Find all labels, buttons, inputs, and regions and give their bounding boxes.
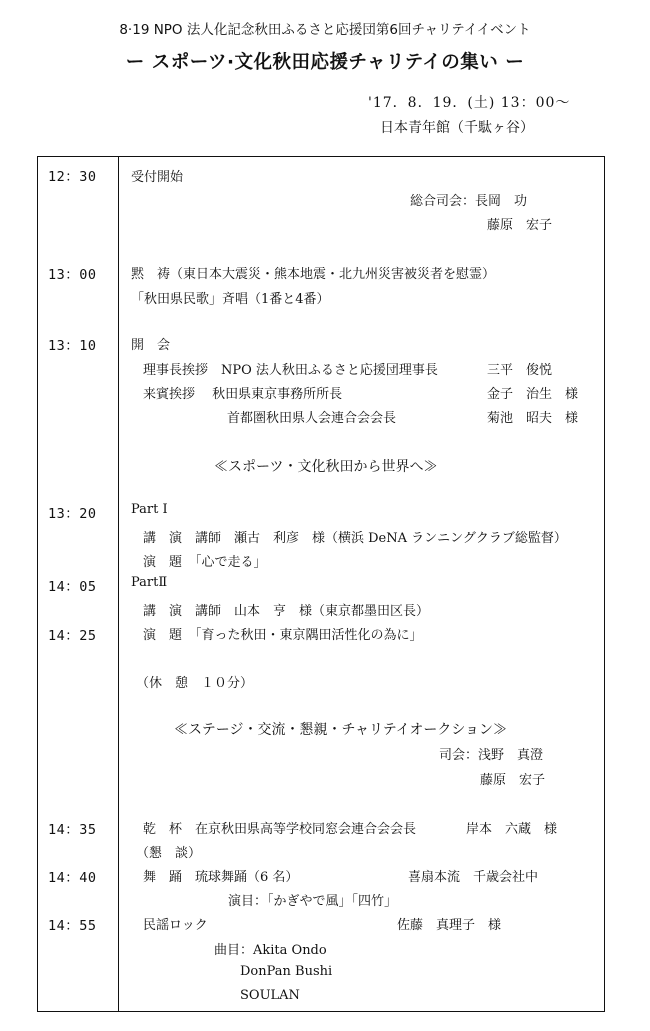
time-1310: 13：10 xyxy=(48,338,97,354)
song-3: SOULAN xyxy=(240,988,300,1003)
page-title: ー スポーツ·文化秋田応援チャリテイの集い ー xyxy=(125,52,525,73)
guest2-role: 首都圏秋田県人会連合会会長 xyxy=(227,411,397,426)
mc-b: 司会：浅野 真澄 xyxy=(439,748,544,763)
time-1435: 14：35 xyxy=(48,822,97,838)
part-one: Part Ⅰ xyxy=(131,502,168,517)
dance: 舞 踊 琉球舞踊（6 名） xyxy=(143,870,299,885)
time-1300: 13：00 xyxy=(48,267,97,283)
event-venue: 日本青年館（千駄ヶ谷） xyxy=(380,120,534,136)
minyo-performer: 佐藤 真理子 様 xyxy=(397,918,502,933)
social-gathering: （懇 談） xyxy=(136,846,202,861)
break: （休 憩 １０分） xyxy=(136,676,254,691)
dance-group: 喜扇本流 千歳会社中 xyxy=(408,870,539,885)
chair-name: 三平 俊悦 xyxy=(487,363,553,378)
toast-name: 岸本 六蔵 様 xyxy=(466,822,558,837)
part-two-topic: 演 題 「育った秋田・東京隅田活性化の為に」 xyxy=(143,628,423,643)
master-of-ceremonies: 総合司会：長岡 功 xyxy=(410,194,528,209)
chair-greeting: 理事長挨拶 NPO 法人秋田ふるさと応援団理事長 xyxy=(143,363,438,378)
minyo-rock: 民謡ロック xyxy=(143,918,208,933)
event-subtitle: 8·19 NPO 法人化記念秋田ふるさと応援団第6回チャリテイイベント xyxy=(119,22,531,38)
table-divider xyxy=(118,156,119,1012)
time-1440: 14：40 xyxy=(48,870,97,886)
guest-name: 金子 治生 様 xyxy=(487,387,579,402)
section-heading: ≪スポーツ・文化秋田から世界へ≫ xyxy=(214,459,438,475)
guest-greeting: 来賓挨拶 秋田県東京事務所所長 xyxy=(143,387,343,402)
event-date: '17．8．19．(土) 13：00～ xyxy=(368,95,571,111)
song-2: DonPan Bushi xyxy=(240,964,333,979)
dance-pieces: 演目：「かぎやで風」「四竹」 xyxy=(228,894,398,909)
part-one-lecture: 講 演 講師 瀬古 利彦 様（横浜 DeNA ランニングクラブ総監督） xyxy=(143,531,567,546)
time-1455: 14：55 xyxy=(48,918,97,934)
part-two-lecture: 講 演 講師 山本 亨 様（東京都墨田区長） xyxy=(143,604,430,619)
time-1405: 14：05 xyxy=(48,579,97,595)
guest2-name: 菊池 昭夫 様 xyxy=(487,411,579,426)
anthem: 「秋田県民歌」斉唱（1番と4番） xyxy=(131,292,330,307)
time-1425: 14：25 xyxy=(48,628,97,644)
toast: 乾 杯 在京秋田県高等学校同窓会連合会会長 xyxy=(143,822,417,837)
mc-b-second: 藤原 宏子 xyxy=(480,773,546,788)
reception: 受付開始 xyxy=(131,170,184,185)
section-heading-2: ≪ステージ・交流・懇親・チャリテイオークション≫ xyxy=(174,722,508,738)
part-one-topic: 演 題 「心で走る」 xyxy=(143,555,267,570)
part-two: PartⅡ xyxy=(131,575,168,590)
opening: 開 会 xyxy=(131,338,171,353)
time-1320: 13：20 xyxy=(48,506,97,522)
silent-prayer: 黙 祷（東日本大震災・熊本地震・北九州災害被災者を慰霊） xyxy=(131,267,496,282)
time-1230: 12：30 xyxy=(48,169,97,185)
songs-label: 曲目：Akita Ondo xyxy=(214,943,327,958)
mc-second: 藤原 宏子 xyxy=(487,218,553,233)
